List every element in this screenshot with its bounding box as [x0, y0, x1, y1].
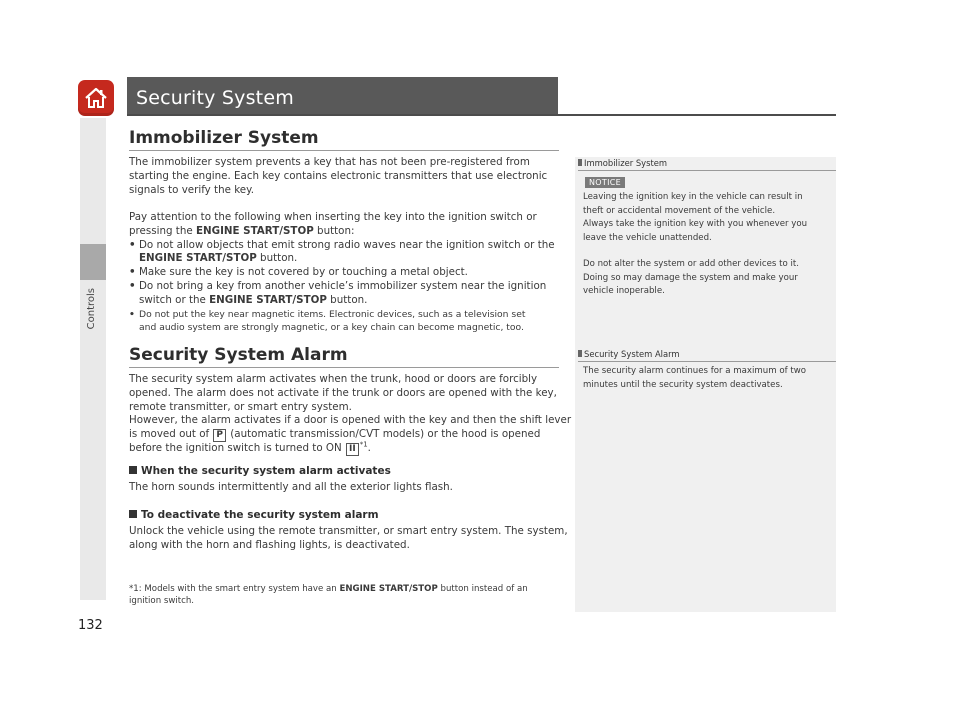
- text-line: starting the engine. Each key contains electronic transmitters that use electronic: [129, 169, 548, 182]
- bullet-glyph: •: [129, 266, 136, 279]
- gear-p-symbol: P: [213, 429, 226, 442]
- text-line: The security system alarm activates when the trunk, hood or doors are forcibly: [129, 373, 538, 385]
- text-line: ignition switch.: [129, 596, 195, 606]
- ignition-on-symbol: II: [346, 443, 359, 456]
- text-run: pressing the: [129, 224, 196, 237]
- text-run: Do not put the key near magnetic items. Electronic devices, such as a television set: [139, 308, 526, 320]
- text-line: Unlock the vehicle using the remote transmitter, or smart entry system. The system,: [129, 525, 568, 537]
- text-line: [129, 583, 528, 595]
- home-icon[interactable]: [78, 80, 114, 116]
- text-line: [129, 225, 561, 239]
- text-run: (automatic transmission/CVT models) or the hood is opened: [227, 428, 541, 441]
- text-line: [129, 294, 561, 308]
- text-line: leave the vehicle unattended.: [583, 232, 712, 243]
- text-run: Make sure the key is not covered by or touching a metal object.: [139, 266, 468, 279]
- bullet-glyph: •: [129, 238, 136, 251]
- notice-badge: NOTICE: [585, 177, 625, 188]
- text-line: minutes until the security system deactivates.: [583, 379, 783, 390]
- engine-start-stop-term: ENGINE START/STOP: [195, 224, 314, 237]
- page-number: 132: [78, 618, 103, 633]
- sidebar-section-label: Controls: [86, 288, 97, 330]
- subheading-text: To deactivate the security system alarm: [141, 509, 379, 521]
- sidebar-strip: [80, 118, 106, 600]
- subheading-text: When the security system alarm activates: [141, 465, 391, 477]
- text-line: signals to verify the key.: [129, 183, 255, 196]
- text-run: button instead of an: [437, 584, 528, 594]
- alarm-activates-subheading: [129, 465, 391, 477]
- alarm-note-body: [583, 365, 806, 392]
- page-title: Security System: [136, 87, 294, 109]
- immobilizer-instructions: [129, 211, 561, 335]
- text-line: The immobilizer system prevents a key that has not been pre-registered from: [129, 156, 530, 168]
- immobilizer-heading-rule: [129, 150, 559, 151]
- immobilizer-note-heading: [578, 158, 667, 168]
- text-line: [129, 252, 561, 266]
- engine-start-stop-term: ENGINE START/STOP: [139, 252, 257, 265]
- engine-start-stop-term: ENGINE START/STOP: [339, 584, 438, 594]
- engine-start-stop-term: ENGINE START/STOP: [209, 293, 327, 306]
- text-line: Leaving the ignition key in the vehicle can result in: [583, 192, 803, 202]
- text-line: theft or accidental movement of the vehicle.: [583, 205, 776, 216]
- text-line: The security alarm continues for a maximum of two: [583, 366, 806, 376]
- text-run: before the ignition switch is turned to ON: [129, 442, 345, 455]
- immobilizer-intro: [129, 156, 561, 197]
- alarm-deactivate-subheading: [129, 509, 379, 521]
- square-bullet-icon: [129, 466, 137, 474]
- immobilizer-note-body: [583, 191, 807, 245]
- list-item: [129, 239, 561, 253]
- alarm-note-heading: [578, 349, 680, 359]
- text-line: vehicle inoperable.: [583, 286, 665, 296]
- bullet-glyph: •: [129, 279, 136, 292]
- text-run: button.: [326, 293, 368, 306]
- text-run: Do not bring a key from another vehicle’s immobilizer system near the ignition: [139, 279, 547, 292]
- footnote-ref: *1: [359, 440, 368, 449]
- alarm-deactivate-text: [129, 525, 568, 553]
- immobilizer-heading: Immobilizer System: [129, 128, 319, 148]
- text-line: Always take the ignition key with you whenever you: [583, 219, 808, 229]
- text-run: is moved out of: [129, 428, 213, 441]
- text-line: and audio system are strongly magnetic, or a key chain can become magnetic, too.: [139, 322, 524, 334]
- note-marker-icon: [578, 159, 582, 166]
- text-run: button.: [256, 252, 298, 265]
- immobilizer-note-body-2: [583, 258, 799, 299]
- text-line: However, the alarm activates if a door is opened with the key and then the shift lever: [129, 414, 572, 427]
- text-run: switch or the: [139, 293, 210, 306]
- list-item: [129, 266, 561, 280]
- note-heading-rule: [578, 361, 836, 362]
- square-bullet-icon: [129, 510, 137, 518]
- alarm-description: [129, 373, 572, 456]
- text-run: Do not allow objects that emit strong radio waves near the ignition switch or the: [139, 238, 555, 251]
- list-item: [129, 308, 561, 322]
- sidebar-tab-controls[interactable]: [80, 244, 106, 280]
- text-run: .: [367, 442, 371, 455]
- footnote: [129, 583, 528, 607]
- bullet-glyph: •: [129, 308, 135, 320]
- text-line: Do not alter the system or add other devices to it.: [583, 259, 799, 269]
- alarm-activates-text: The horn sounds intermittently and all the exterior lights flash.: [129, 481, 453, 493]
- text-run: *1: Models with the smart entry system have an: [129, 584, 340, 594]
- text-line: [129, 442, 561, 456]
- note-heading-text: Immobilizer System: [584, 158, 668, 168]
- page-title-bar: [127, 77, 558, 114]
- note-marker-icon: [578, 350, 582, 357]
- note-heading-text: Security System Alarm: [584, 349, 680, 359]
- text-line: opened. The alarm does not activate if the trunk or doors are opened with the key,: [129, 386, 557, 399]
- alarm-heading: Security System Alarm: [129, 345, 348, 365]
- text-line: remote transmitter, or smart entry system.: [129, 400, 352, 413]
- text-line: [129, 428, 561, 442]
- text-line: Doing so may damage the system and make your: [583, 272, 798, 283]
- title-divider: [127, 114, 836, 116]
- alarm-heading-rule: [129, 367, 559, 368]
- text-line: Pay attention to the following when inserting the key into the ignition switch or: [129, 211, 537, 223]
- text-line: along with the horn and flashing lights, is deactivated.: [129, 538, 410, 551]
- list-item: [129, 280, 561, 294]
- note-heading-rule: [578, 170, 836, 171]
- text-run: button:: [313, 224, 355, 237]
